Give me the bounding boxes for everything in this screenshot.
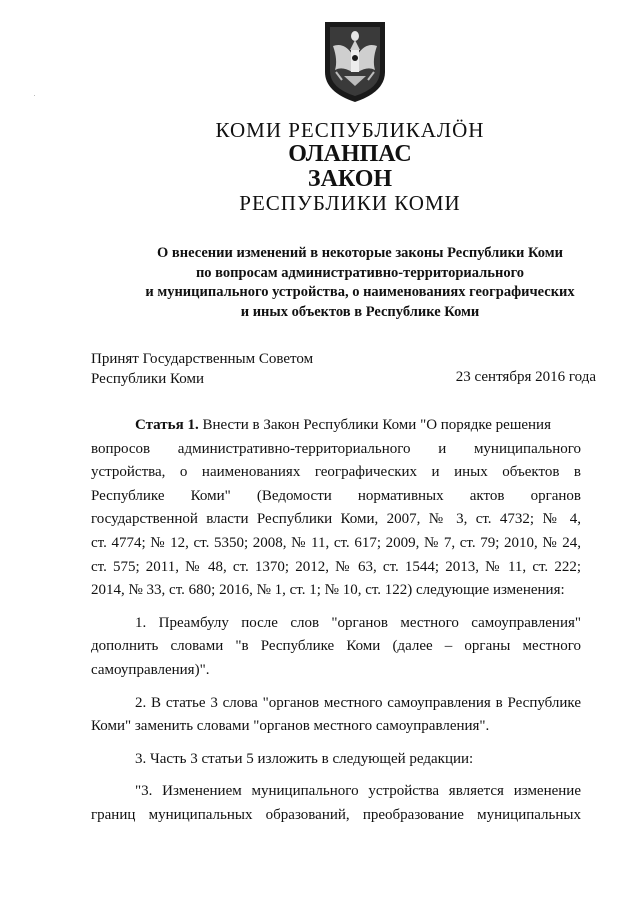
article-line: 2014, № 33, ст. 680; 2016, № 1, ст. 1; № 10, ст. 122) следующие изменения: [91, 582, 565, 599]
law-title [100, 244, 620, 322]
header-komi-line: КОМИ РЕСПУБЛИКАЛӦН [215, 118, 485, 142]
item-line: границ муниципальных образований, преобразование муниципальных [91, 806, 581, 823]
item-paragraph [91, 612, 581, 683]
item-line: самоуправления)". [91, 661, 210, 678]
law-title-line: О внесении изменений в некоторые законы Республики Коми [157, 245, 563, 261]
adoption-line: Принят Государственным Советом [91, 351, 314, 367]
article-line: вопросов административно-территориального и муниципального [91, 440, 581, 457]
article-label: Статья 1. [135, 417, 199, 433]
article-line: Республике Коми" (Ведомости нормативных актов органов [91, 487, 581, 504]
article-line: ст. 4774; № 12, ст. 5350; 2008, № 11, ст. 617; 2009, № 7, ст. 79; 2010, № 24, [91, 534, 581, 551]
article-line: государственной власти Республики Коми, 2007, № 3, ст. 4732; № 4, [91, 511, 581, 528]
scan-speck [34, 95, 35, 96]
article-line: устройства, о наименованиях географических и иных объектов в [91, 464, 581, 481]
item-paragraph [91, 748, 581, 772]
article-text: Внести в Закон Республики Коми "О порядке решения [198, 417, 551, 433]
item-line: 2. В статье 3 слова "органов местного самоуправления в Республике [135, 694, 581, 711]
law-title-line: и иных объектов в Республике Коми [240, 303, 480, 320]
header-olanpas: ОЛАНПАС [288, 141, 412, 167]
item-line: "3. Изменением муниципального устройства является изменение [135, 783, 581, 800]
article-line: ст. 575; 2011, № 48, ст. 1370; 2012, № 63, ст. 1544; 2013, № 11, ст. 222; [91, 558, 581, 575]
item-paragraph [91, 780, 581, 827]
law-title-line: по вопросам административно-территориального [195, 264, 525, 281]
item-line: 3. Часть 3 статьи 5 изложить в следующей редакции: [135, 750, 474, 767]
komi-coat-of-arms-icon [322, 20, 388, 104]
document-body [91, 414, 581, 837]
adoption-date: 23 сентября 2016 года [455, 369, 596, 385]
item-line: 1. Преамбулу после слов "органов местного самоуправления" [135, 614, 581, 631]
item-line: Коми" заменить словами "органов местного самоуправления". [91, 718, 490, 735]
law-title-line: и муниципального устройства, о наименованиях географических [145, 284, 575, 300]
item-paragraph [91, 692, 581, 739]
article-paragraph [91, 414, 581, 603]
article-line [91, 414, 581, 438]
header-republic: РЕСПУБЛИКИ КОМИ [239, 191, 461, 215]
item-line: дополнить словами "в Республике Коми (далее – органы местного [91, 638, 581, 655]
adoption-line: Республики Коми [91, 371, 204, 387]
adoption-block [91, 349, 313, 389]
header-zakon: ЗАКОН [307, 166, 393, 192]
